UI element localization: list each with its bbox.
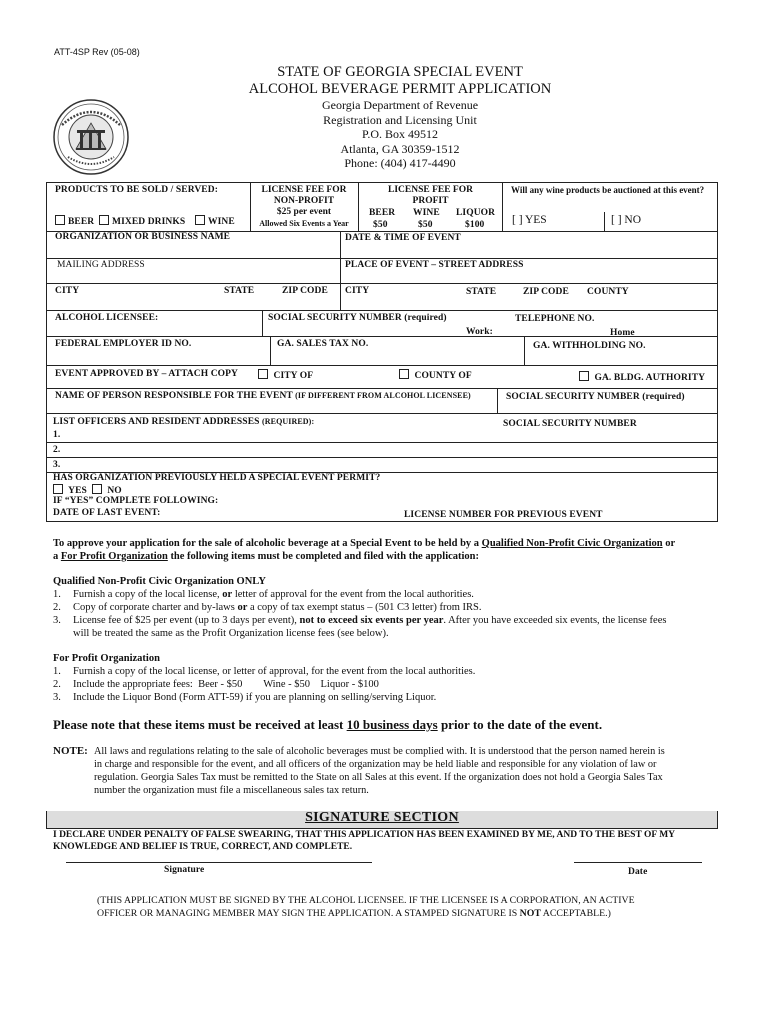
intro-qnp: Qualified Non-Profit Civic Organization [481, 538, 663, 549]
officers-label [53, 417, 314, 427]
profit-wine: WINE [413, 208, 440, 218]
state-label: STATE [224, 286, 255, 296]
np3-c: will be treated the same as the Profit Organization license fees (see below). [73, 628, 389, 639]
wine-checkbox[interactable] [195, 215, 205, 225]
note-line-4: number the organization must file a miscellaneous sales tax return. [94, 785, 369, 796]
nonprofit-heading: Qualified Non-Profit Civic Organization ONLY [53, 576, 266, 587]
profit-beer-fee: $50 [373, 220, 388, 230]
county-of-option[interactable] [399, 369, 472, 381]
intro-fp: For Profit Organization [60, 551, 168, 562]
org-name-label: ORGANIZATION OR BUSINESS NAME [55, 232, 231, 242]
forprofit-heading: For Profit Organization [53, 653, 160, 664]
np-fee-line-4: Allowed Six Events a Year [259, 219, 349, 228]
profit-fee [359, 185, 502, 207]
fp2-num: 2. [53, 679, 61, 690]
opt-wine[interactable] [195, 215, 235, 227]
np3-num: 3. [53, 615, 61, 626]
form-title [200, 64, 600, 98]
state-seal-icon [50, 97, 132, 177]
alcohol-licensee-label: ALCOHOL LICENSEE: [55, 313, 159, 323]
declare-line-1: I DECLARE UNDER PENALTY OF FALSE SWEARING, THAT THIS APPLICATION HAS BEEN EXAMINED BY ME, AND TO THE BEST OF MY [53, 830, 676, 840]
products-label: PRODUCTS TO BE SOLD / SERVED: [55, 185, 218, 195]
fp3-num: 3. [53, 692, 61, 703]
intro-text-b: a [53, 551, 61, 562]
date-time-label: DATE & TIME OF EVENT [345, 233, 461, 243]
ga-sales-tax-label: GA. SALES TAX NO. [277, 339, 369, 349]
signature-label: Signature [164, 865, 205, 875]
intro-text-a: To approve your application for the sale of alcoholic beverage at a Special Event to be held by a [53, 538, 482, 549]
officers-label-text: LIST OFFICERS AND RESIDENT ADDRESSES [53, 417, 260, 427]
prev-no-checkbox[interactable] [92, 484, 102, 494]
prev-yes-checkbox[interactable] [53, 484, 63, 494]
responsible-label-text: NAME OF PERSON RESPONSIBLE FOR THE EVENT [55, 391, 293, 401]
note-line-3: regulation. Georgia Sales Tax must be remitted to the State on all Sales at this event. If the organization does not hold a Georgia Sales Tax [94, 772, 663, 783]
please-a: Please note that these items must be received at least [53, 717, 347, 732]
opt-mixed-label: MIXED DRINKS [112, 217, 186, 227]
dept-name: Georgia Department of Revenue [321, 98, 479, 112]
declaration [53, 829, 675, 853]
officers-note: (REQUIRED): [262, 417, 315, 426]
officer-line-2: 2. [53, 445, 61, 455]
if-yes-label: IF “YES” COMPLETE FOLLOWING: [53, 496, 219, 506]
mixed-drinks-checkbox[interactable] [99, 215, 109, 225]
fp1-text: Furnish a copy of the local license, or letter of approval, for the event from the local authorities. [73, 666, 476, 677]
officer-line-1: 1. [53, 430, 61, 440]
p-fee-line-1: LICENSE FEE FOR [388, 185, 473, 195]
signature-heading [46, 810, 718, 826]
auction-question: Will any wine products be auctioned at this event? [511, 185, 705, 195]
forprofit-list [53, 665, 718, 704]
home-label: Home [610, 328, 635, 338]
ssn-required-label-2: SOCIAL SECURITY NUMBER (required) [506, 392, 685, 402]
phone-line: Phone: (404) 417-4490 [344, 156, 456, 170]
event-approved-label: EVENT APPROVED BY – ATTACH COPY [55, 369, 239, 379]
np2-or: or [237, 602, 248, 613]
please-note [53, 717, 602, 733]
ssn-required-label: SOCIAL SECURITY NUMBER (required) [268, 313, 447, 323]
nonprofit-fee [251, 185, 357, 229]
agency-address [250, 98, 550, 171]
note-text [94, 745, 718, 797]
title-line-2: ALCOHOL BEVERAGE PERMIT APPLICATION [248, 81, 552, 97]
np2-b: a copy of tax exempt status – (501 C3 letter) from IRS. [247, 602, 482, 613]
title-line-1: STATE OF GEORGIA SPECIAL EVENT [277, 64, 523, 80]
county-of-checkbox[interactable] [399, 369, 409, 379]
note-line-2: in charge and responsible for the event, and all officers of the organization may be held liable and responsible for any violation of law or [94, 759, 657, 770]
city-line: Atlanta, GA 30359-1512 [340, 141, 460, 156]
np1-or: or [222, 589, 233, 600]
np2-num: 2. [53, 602, 61, 613]
intro-text-c: the following items must be completed and filed with the application: [167, 551, 480, 562]
county-of-label: COUNTY OF [414, 371, 472, 381]
date-line[interactable] [574, 862, 702, 863]
event-state-label: STATE [466, 287, 497, 297]
profit-liquor-fee: $100 [465, 220, 485, 230]
ga-bldg-label: GA. BLDG. AUTHORITY [594, 373, 706, 383]
ga-withholding-label: GA. WITHHOLDING NO. [533, 341, 646, 351]
date-last-event-label: DATE OF LAST EVENT: [53, 508, 161, 518]
ga-bldg-checkbox[interactable] [579, 371, 589, 381]
form-id: ATT-4SP Rev (05-08) [54, 47, 140, 57]
officer-line-3: 3. [53, 460, 61, 470]
auction-no-option[interactable]: [ ] NO [611, 214, 642, 226]
fp3-text: Include the Liquor Bond (Form ATT-59) if you are planning on selling/serving Liquor. [73, 692, 437, 703]
city-of-option[interactable] [258, 369, 313, 381]
np1-b: letter of approval for the event from the local authorities. [232, 589, 474, 600]
signature-footer [97, 894, 635, 920]
city-of-label: CITY OF [273, 371, 314, 381]
profit-wine-fee: $50 [418, 220, 433, 230]
po-box: P.O. Box 49512 [361, 127, 438, 141]
opt-beer[interactable] [55, 215, 94, 227]
opt-beer-label: BEER [68, 217, 95, 227]
date-label: Date [628, 867, 648, 877]
np3-bold: not to exceed six events per year [299, 615, 444, 626]
footer-line-2a: OFFICER OR MANAGING MEMBER MAY SIGN THE APPLICATION. A STAMPED SIGNATURE IS [97, 908, 520, 919]
responsible-note: (IF DIFFERENT FROM ALCOHOL LICENSEE) [295, 391, 471, 400]
nonprofit-list [53, 588, 718, 640]
work-label: Work: [466, 327, 493, 337]
note-label: NOTE: [53, 745, 88, 757]
declare-line-2: KNOWLEDGE AND BELIEF IS TRUE, CORRECT, AND COMPLETE. [53, 842, 353, 852]
fein-label: FEDERAL EMPLOYER ID NO. [55, 339, 192, 349]
ga-bldg-option[interactable] [579, 371, 705, 383]
county-label: COUNTY [587, 287, 629, 297]
footer-line-1: (THIS APPLICATION MUST BE SIGNED BY THE ALCOHOL LICENSEE. IF THE LICENSEE IS A CORPORATION, AN ACTIVE [97, 895, 635, 906]
auction-yes-option[interactable]: [ ] YES [512, 214, 547, 226]
event-zip-label: ZIP CODE [523, 287, 569, 297]
please-u: 10 business days [346, 717, 438, 732]
p-fee-line-2: PROFIT [412, 196, 449, 206]
signature-heading-text: SIGNATURE SECTION [305, 810, 459, 825]
footer-line-2b: ACCEPTABLE.) [540, 908, 611, 919]
profit-beer: BEER [369, 208, 396, 218]
beer-checkbox[interactable] [55, 215, 65, 225]
unit-name: Registration and Licensing Unit [323, 112, 477, 127]
np2-a: Copy of corporate charter and by-laws [73, 602, 238, 613]
np-fee-line-3: $25 per event [276, 207, 332, 217]
np3-b: . After you have exceeded six events, the license fees [443, 615, 667, 626]
officers-ssn-label: SOCIAL SECURITY NUMBER [503, 419, 637, 429]
license-prev-label: LICENSE NUMBER FOR PREVIOUS EVENT [404, 510, 603, 520]
footer-not: NOT [519, 908, 541, 919]
np1-num: 1. [53, 589, 61, 600]
please-b: prior to the date of the event. [437, 717, 603, 732]
profit-liquor: LIQUOR [456, 208, 496, 218]
np3-a: License fee of $25 per event (up to 3 days per event), [73, 615, 300, 626]
responsible-person-label [55, 391, 471, 401]
np-fee-line-2: NON-PROFIT [273, 196, 335, 206]
place-of-event-label: PLACE OF EVENT – STREET ADDRESS [345, 260, 524, 270]
opt-wine-label: WINE [208, 217, 235, 227]
note-line-1: All laws and regulations relating to the sale of alcoholic beverages must be complied with. It is understood that the person named herein is [94, 746, 665, 757]
np1-a: Furnish a copy of the local license, [73, 589, 223, 600]
mailing-address-label: MAILING ADDRESS [57, 260, 145, 270]
np-fee-line-1: LICENSE FEE FOR [261, 185, 347, 195]
event-city-label: CITY [345, 286, 370, 296]
prev-yes-label: YES [68, 486, 87, 496]
city-label: CITY [55, 286, 80, 296]
prev-no-label: NO [107, 486, 122, 496]
fp2-text: Include the appropriate fees: Beer - $50 Wine - $50 Liquor - $100 [73, 679, 379, 690]
city-of-checkbox[interactable] [258, 369, 268, 379]
signature-line[interactable] [66, 862, 372, 863]
opt-mixed-drinks[interactable] [99, 215, 185, 227]
prev-options [53, 484, 122, 496]
telephone-label: TELEPHONE NO. [515, 314, 595, 324]
instructions-intro [53, 537, 718, 563]
zip-label: ZIP CODE [282, 286, 328, 296]
fp1-num: 1. [53, 666, 61, 677]
previous-permit-question: HAS ORGANIZATION PREVIOUSLY HELD A SPECIAL EVENT PERMIT? [53, 473, 381, 483]
intro-or: or [662, 538, 676, 549]
